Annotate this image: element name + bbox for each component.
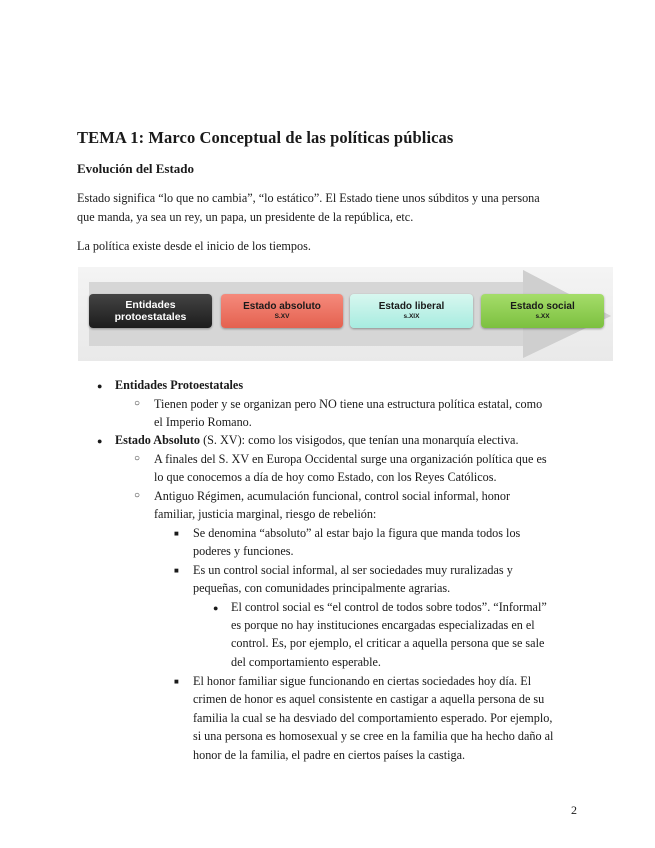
list-item: pequeñas, con comunidades principalmente agrarias. xyxy=(193,581,451,595)
box-sublabel: s.XX xyxy=(535,313,550,320)
list-item: del comportamiento esperable. xyxy=(231,655,381,669)
list-item: El honor familiar sigue funcionando en ciertas sociedades hoy día. El xyxy=(193,674,532,688)
list-item: Antiguo Régimen, acumulación funcional, control social informal, honor xyxy=(154,489,511,503)
bullet-marker: ● xyxy=(97,381,103,391)
square-marker: ■ xyxy=(174,677,179,686)
box-label: Entidades xyxy=(125,299,176,311)
box-label: protoestatales xyxy=(114,311,187,323)
timeline-box-estado-absoluto xyxy=(221,294,343,328)
box-sublabel: S.XV xyxy=(274,313,290,320)
intro-paragraph-2: La política existe desde el inicio de los tiempos. xyxy=(77,239,311,253)
list-item: control. Es, por ejemplo, el criticar a aquella persona que se sale xyxy=(231,636,545,650)
list-item: poderes y funciones. xyxy=(193,544,294,558)
list-item: Se denomina “absoluto” al estar bajo la figura que manda todos los xyxy=(193,526,521,540)
text-line: que manda, ya sea un rey, un papa, un presidente de la república, etc. xyxy=(77,210,414,224)
circle-marker: ○ xyxy=(134,490,141,501)
list-item: Tienen poder y se organizan pero NO tiene una estructura política estatal, como xyxy=(154,397,543,411)
list-item: familiar, justicia marginal, riesgo de rebelión: xyxy=(154,507,377,521)
bullet-marker: ● xyxy=(97,436,103,446)
heading-rest: (S. XV): como los visigodos, que tenían una monarquía electiva. xyxy=(200,433,519,447)
list-item: crimen de honor es aquel consistente en castigar a aquella persona de su xyxy=(193,692,545,706)
list-heading-protoestatales: Entidades Protoestatales xyxy=(115,378,244,392)
text-line: Estado significa “lo que no cambia”, “lo estático”. El Estado tiene unos súbditos y una persona xyxy=(77,191,540,205)
section-heading: Evolución del Estado xyxy=(77,161,195,176)
list-item: si una persona es homosexual y se cree en la familia que ha hecho daño al xyxy=(193,729,554,743)
page-title: TEMA 1: Marco Conceptual de las políticas públicas xyxy=(77,128,454,147)
timeline-box-protoestatales xyxy=(89,294,212,328)
list-item: es porque no hay instituciones encargadas especializadas en el xyxy=(231,618,535,632)
page-number: 2 xyxy=(571,803,577,817)
box-label: Estado social xyxy=(510,301,575,312)
square-marker: ■ xyxy=(174,566,179,575)
list-item: honor de la familia, el padre en ciertos países la castiga. xyxy=(193,748,466,762)
intro-paragraph xyxy=(77,189,587,227)
timeline-diagram xyxy=(78,267,613,361)
square-marker: ■ xyxy=(174,529,179,538)
circle-marker: ○ xyxy=(134,398,141,409)
circle-marker: ○ xyxy=(134,453,141,464)
list-heading-estado-absoluto xyxy=(115,431,519,450)
box-label: Estado liberal xyxy=(378,301,445,312)
list-item: el Imperio Romano. xyxy=(154,415,252,429)
timeline-box-estado-liberal xyxy=(350,294,473,328)
list-item: familia la cual se ha desviado del comportamiento esperado. Por ejemplo, xyxy=(193,711,553,725)
box-sublabel: s.XIX xyxy=(403,313,420,320)
box-label: Estado absoluto xyxy=(243,301,321,312)
heading-bold: Estado Absoluto xyxy=(115,433,201,447)
timeline-box-estado-social xyxy=(481,294,604,328)
list-item: lo que conocemos a día de hoy como Estado, con los Reyes Católicos. xyxy=(154,470,497,484)
list-item: Es un control social informal, al ser sociedades muy ruralizadas y xyxy=(193,563,513,577)
list-item: A finales del S. XV en Europa Occidental surge una organización política que es xyxy=(154,452,547,466)
bullet-marker: ● xyxy=(213,603,219,613)
list-item: El control social es “el control de todos sobre todos”. “Informal” xyxy=(231,600,547,614)
